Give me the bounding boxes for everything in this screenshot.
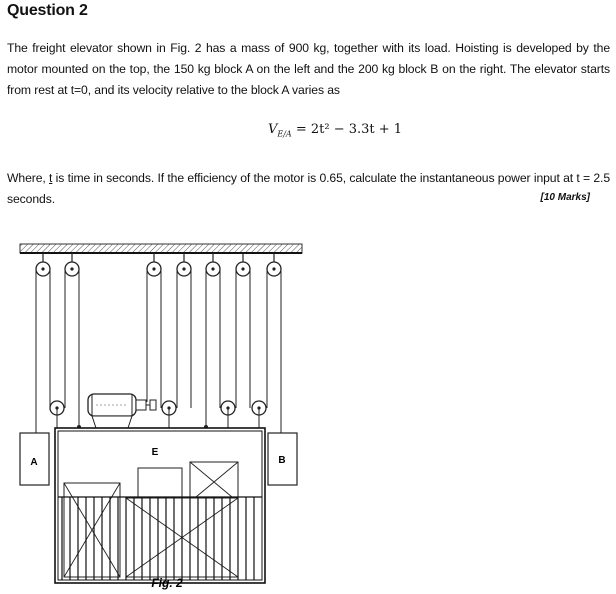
ropes <box>36 269 281 433</box>
question-text-end: is time in seconds. If the efficiency of the motor is 0.65, calculate the instantaneous power input at t = 2.5 seconds. <box>7 171 610 206</box>
top-pulley-hangers <box>43 253 274 262</box>
question-heading: Question 2 <box>7 2 88 19</box>
question-text-start: Where, <box>7 171 50 185</box>
block-a-label: A <box>30 457 38 468</box>
motor-label: E <box>151 447 159 458</box>
motor <box>88 394 156 428</box>
equation-lhs-symbol: V <box>268 122 278 137</box>
figure-caption: Fig. 2 <box>151 576 183 590</box>
time-variable: t <box>49 171 53 185</box>
elevator-pulleys <box>50 401 266 415</box>
ceiling-beam <box>20 244 302 253</box>
equation-rhs: = 2t² − 3.3t + 1 <box>295 122 403 137</box>
marks-label: [10 Marks] <box>540 192 590 203</box>
block-b-label: B <box>278 455 286 466</box>
problem-statement: The freight elevator shown in Fig. 2 has a mass of 900 kg, together with its load. Hoisting is developed by the motor mounted on the top, the 150 kg block A on the left and the 200 kg block B on the right. The elevator starts from rest at t=0, and its velocity relative to the block A varies as <box>7 41 610 97</box>
equation-lhs-subscript: E/A <box>277 129 292 139</box>
